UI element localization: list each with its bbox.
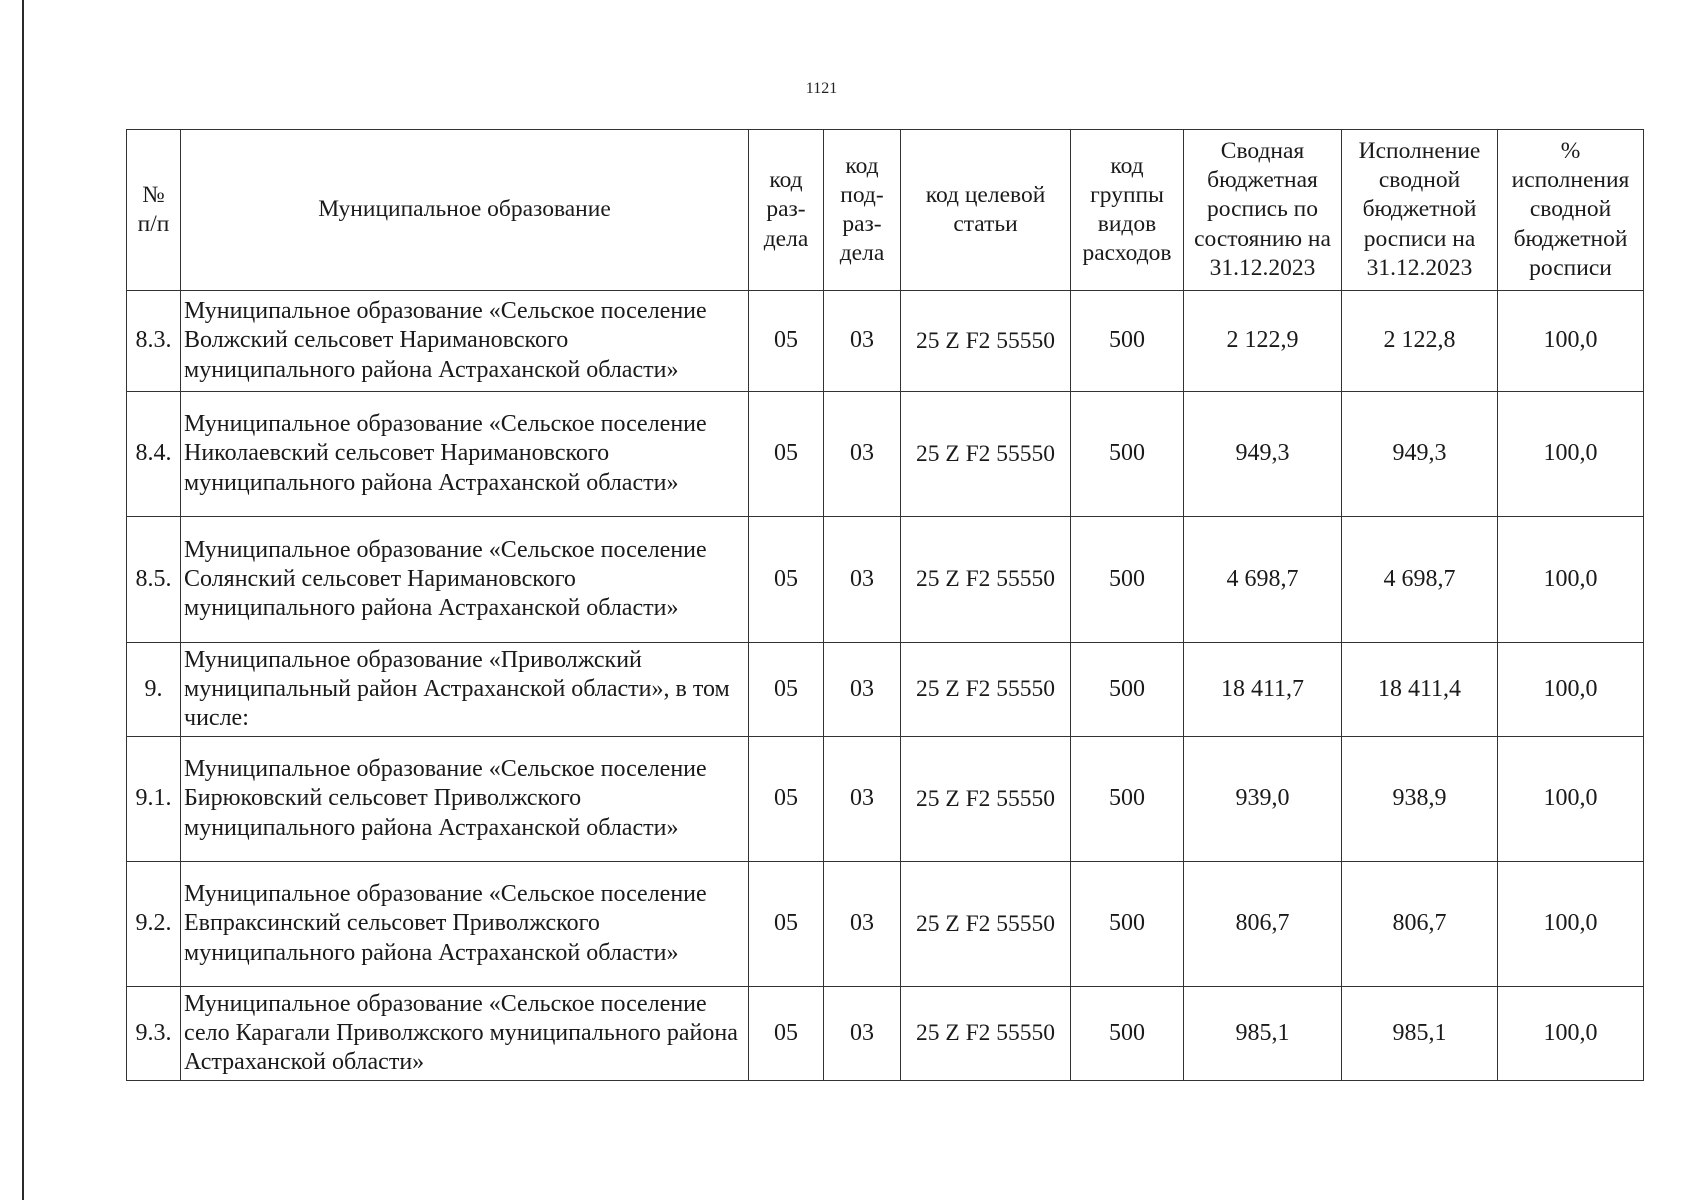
row-number: 8.5. — [127, 517, 181, 643]
planned-amount: 2 122,9 — [1184, 291, 1342, 392]
expense-group-code: 500 — [1071, 862, 1184, 987]
target-code: 25 Z F2 55550 — [901, 987, 1071, 1081]
planned-amount: 985,1 — [1184, 987, 1342, 1081]
table-row — [127, 987, 1644, 1081]
expense-group-code: 500 — [1071, 517, 1184, 643]
header-executed: Исполнение сводной бюджетной росписи на 31.12.2023 — [1342, 130, 1498, 291]
target-code: 25 Z F2 55550 — [901, 517, 1071, 643]
target-code: 25 Z F2 55550 — [901, 291, 1071, 392]
budget-execution-table — [126, 129, 1644, 1081]
row-number: 9. — [127, 643, 181, 737]
municipality-name: Муниципальное образование «Сельское поселение Солянский сельсовет Наримановского муниципального района Астраханской области» — [181, 517, 749, 643]
subsection-code: 03 — [824, 737, 901, 862]
target-code: 25 Z F2 55550 — [901, 862, 1071, 987]
executed-amount: 2 122,8 — [1342, 291, 1498, 392]
section-code: 05 — [749, 987, 824, 1081]
row-number: 9.3. — [127, 987, 181, 1081]
municipality-name: Муниципальное образование «Сельское поселение Волжский сельсовет Наримановского муниципального района Астраханской области» — [181, 291, 749, 392]
table-header-row — [127, 130, 1644, 291]
executed-amount: 806,7 — [1342, 862, 1498, 987]
header-num: № п/п — [127, 130, 181, 291]
table-row — [127, 291, 1644, 392]
expense-group-code: 500 — [1071, 291, 1184, 392]
expense-group-code: 500 — [1071, 737, 1184, 862]
subsection-code: 03 — [824, 291, 901, 392]
header-percent: % исполнения сводной бюджетной росписи — [1498, 130, 1644, 291]
planned-amount: 806,7 — [1184, 862, 1342, 987]
row-number: 8.4. — [127, 392, 181, 517]
target-code: 25 Z F2 55550 — [901, 643, 1071, 737]
executed-amount: 18 411,4 — [1342, 643, 1498, 737]
row-number: 9.2. — [127, 862, 181, 987]
subsection-code: 03 — [824, 862, 901, 987]
table-row — [127, 643, 1644, 737]
target-code: 25 Z F2 55550 — [901, 737, 1071, 862]
subsection-code: 03 — [824, 987, 901, 1081]
planned-amount: 18 411,7 — [1184, 643, 1342, 737]
target-code: 25 Z F2 55550 — [901, 392, 1071, 517]
expense-group-code: 500 — [1071, 987, 1184, 1081]
subsection-code: 03 — [824, 517, 901, 643]
execution-percent: 100,0 — [1498, 291, 1644, 392]
planned-amount: 939,0 — [1184, 737, 1342, 862]
section-code: 05 — [749, 392, 824, 517]
executed-amount: 949,3 — [1342, 392, 1498, 517]
execution-percent: 100,0 — [1498, 392, 1644, 517]
row-number: 9.1. — [127, 737, 181, 862]
table-row — [127, 392, 1644, 517]
execution-percent: 100,0 — [1498, 862, 1644, 987]
section-code: 05 — [749, 517, 824, 643]
page-number: 1121 — [805, 80, 838, 97]
expense-group-code: 500 — [1071, 392, 1184, 517]
municipality-name: Муниципальное образование «Сельское поселение село Карагали Приволжского муниципального района Астраханской области» — [181, 987, 749, 1081]
execution-percent: 100,0 — [1498, 737, 1644, 862]
header-planned: Сводная бюджетная роспись по состоянию на 31.12.2023 — [1184, 130, 1342, 291]
municipality-name: Муниципальное образование «Сельское поселение Николаевский сельсовет Наримановского муниципального района Астраханской области» — [181, 392, 749, 517]
subsection-code: 03 — [824, 643, 901, 737]
row-number: 8.3. — [127, 291, 181, 392]
table-row — [127, 517, 1644, 643]
header-subsection-code: код под-раз-дела — [824, 130, 901, 291]
section-code: 05 — [749, 737, 824, 862]
header-section-code: код раз-дела — [749, 130, 824, 291]
section-code: 05 — [749, 291, 824, 392]
executed-amount: 985,1 — [1342, 987, 1498, 1081]
municipality-name: Муниципальное образование «Сельское поселение Бирюковский сельсовет Приволжского муниципального района Астраханской области» — [181, 737, 749, 862]
planned-amount: 949,3 — [1184, 392, 1342, 517]
executed-amount: 4 698,7 — [1342, 517, 1498, 643]
execution-percent: 100,0 — [1498, 643, 1644, 737]
executed-amount: 938,9 — [1342, 737, 1498, 862]
table-row — [127, 862, 1644, 987]
scan-edge-line — [22, 0, 24, 1200]
section-code: 05 — [749, 643, 824, 737]
header-target-code: код целевой статьи — [901, 130, 1071, 291]
table-row — [127, 737, 1644, 862]
section-code: 05 — [749, 862, 824, 987]
municipality-name: Муниципальное образование «Приволжский муниципальный район Астраханской области», в том числе: — [181, 643, 749, 737]
execution-percent: 100,0 — [1498, 987, 1644, 1081]
planned-amount: 4 698,7 — [1184, 517, 1342, 643]
subsection-code: 03 — [824, 392, 901, 517]
expense-group-code: 500 — [1071, 643, 1184, 737]
header-municipality: Муниципальное образование — [181, 130, 749, 291]
execution-percent: 100,0 — [1498, 517, 1644, 643]
municipality-name: Муниципальное образование «Сельское поселение Евпраксинский сельсовет Приволжского муниципального района Астраханской области» — [181, 862, 749, 987]
header-expense-group: код группы видов расходов — [1071, 130, 1184, 291]
